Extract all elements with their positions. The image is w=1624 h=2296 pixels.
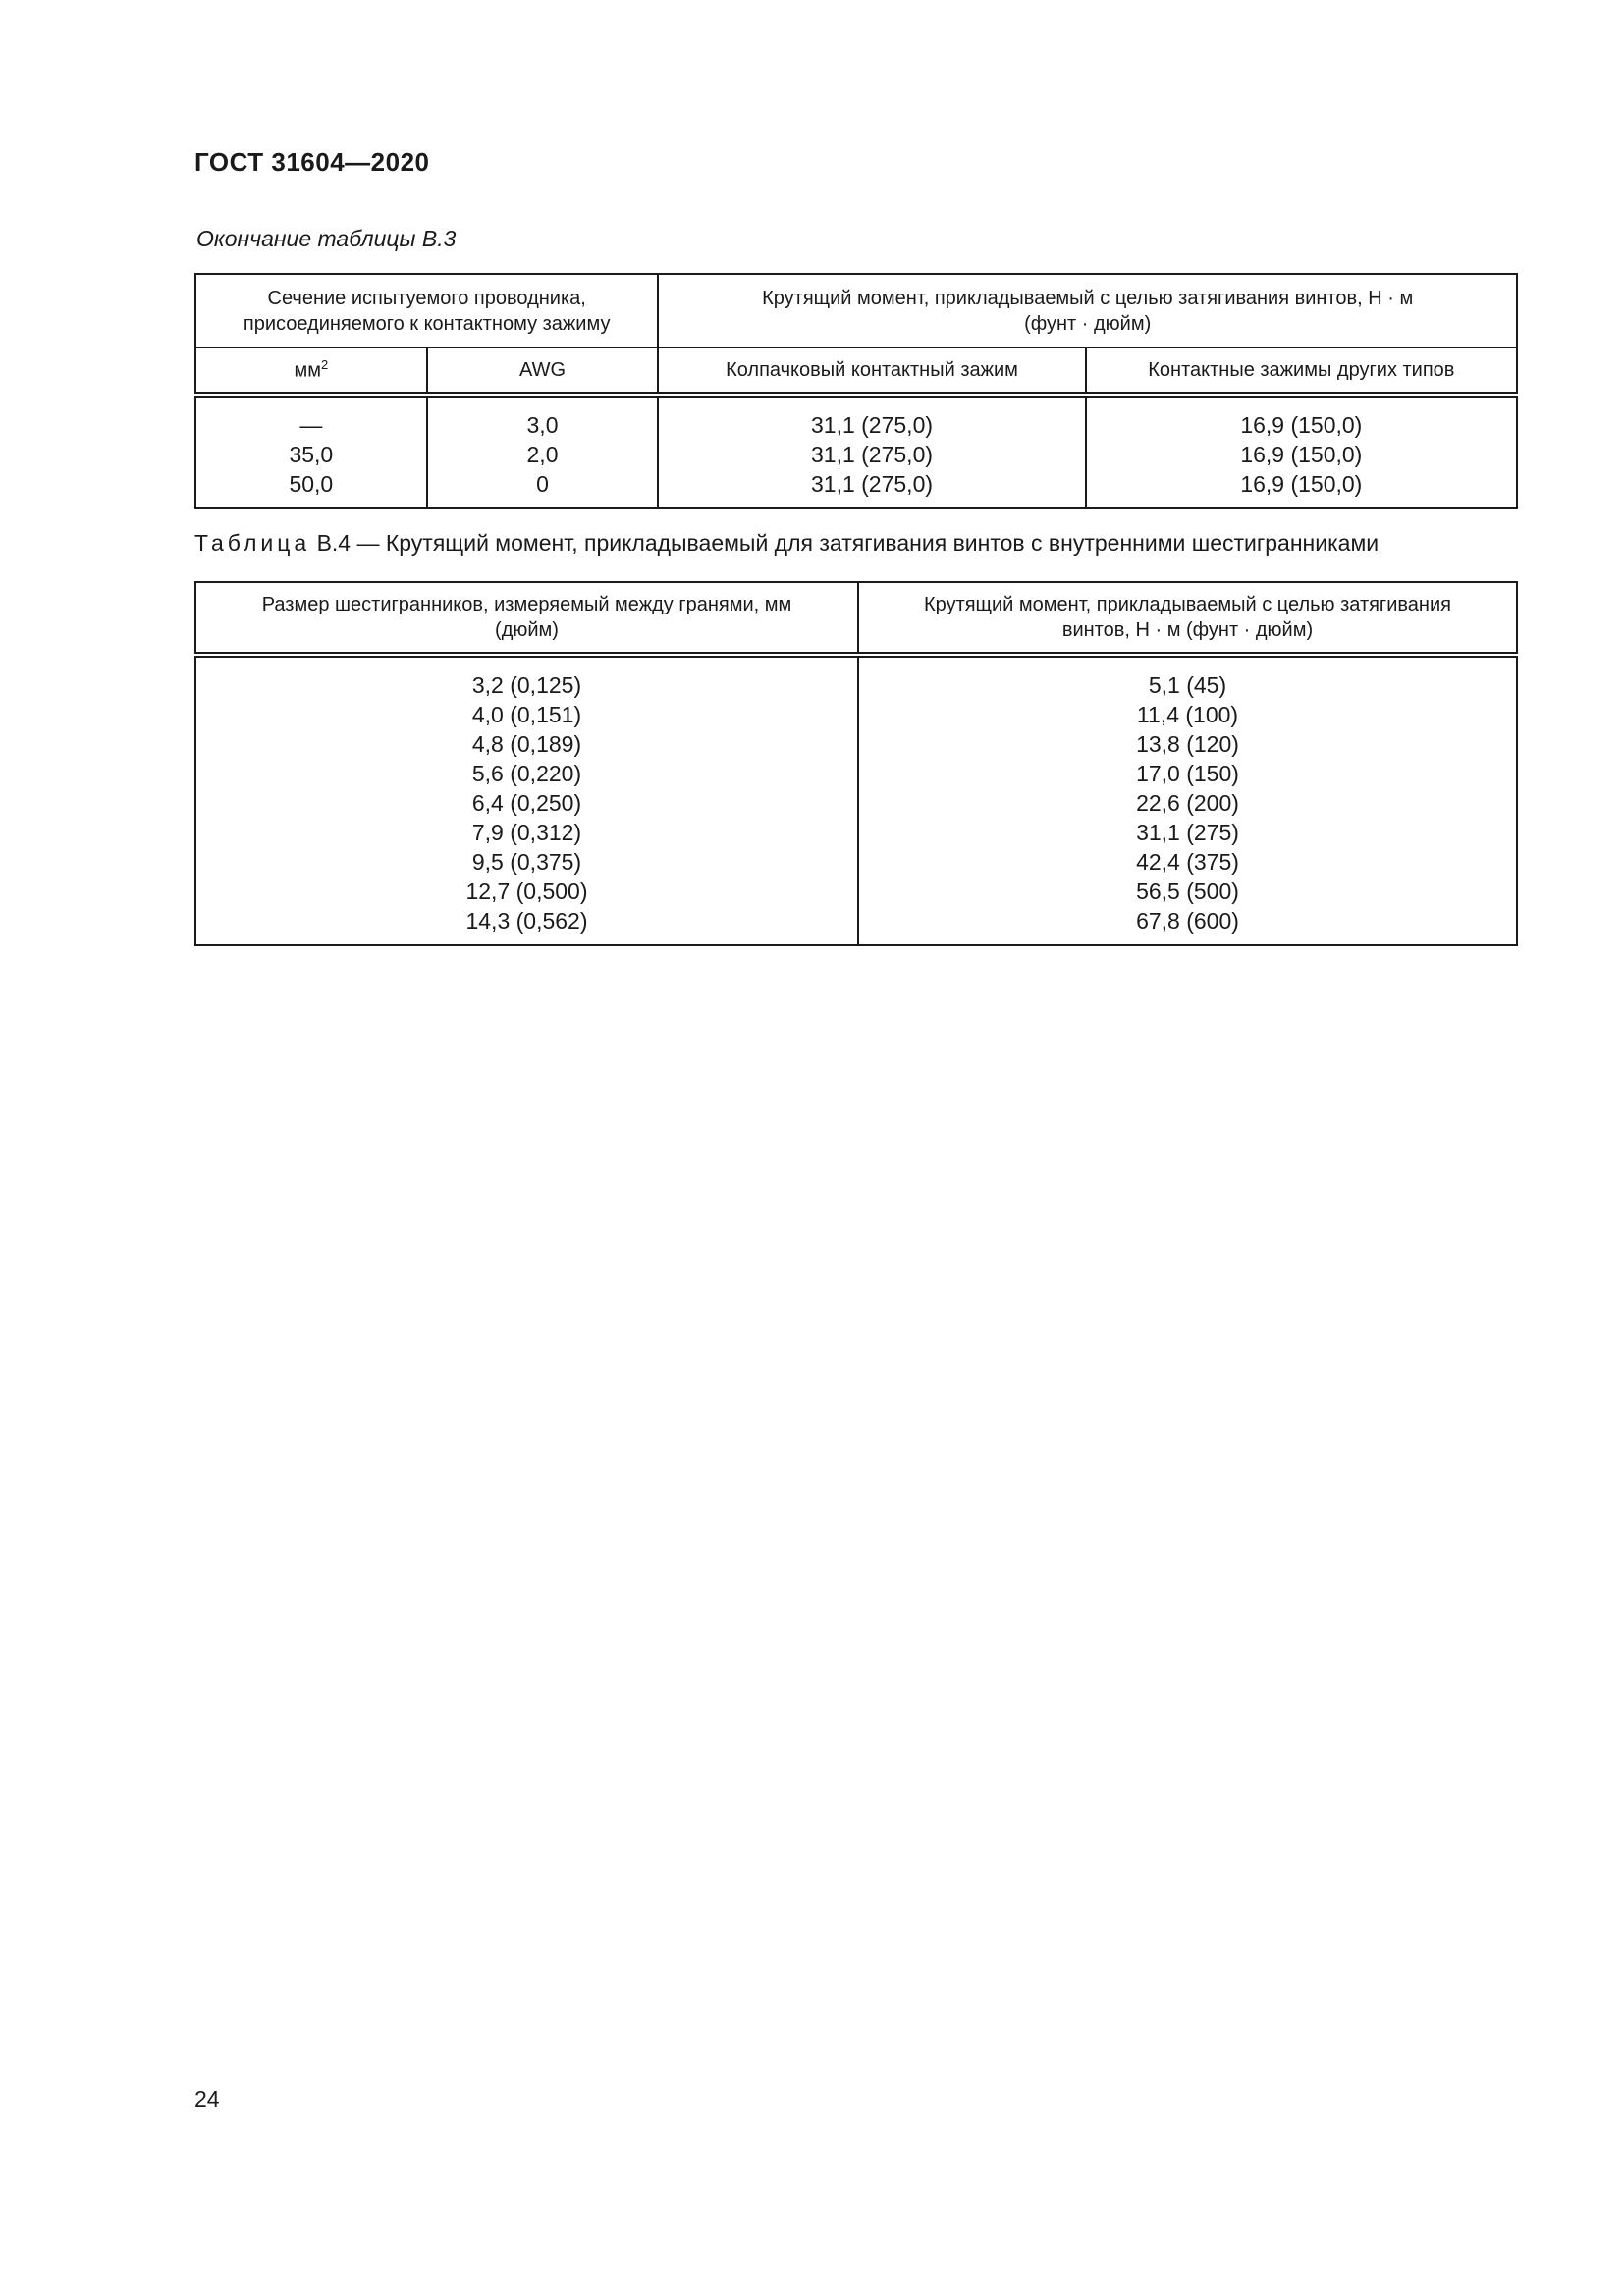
page-number: 24: [194, 2086, 220, 2111]
b3-cell-mm2: 35,0: [289, 442, 334, 467]
b4-cell-size: 6,4 (0,250): [471, 790, 582, 816]
b4-col-size-values: [195, 655, 858, 945]
table-b4: [194, 581, 1518, 946]
table-b3-caption: Окончание таблицы В.3: [196, 226, 457, 251]
b4-cell-size: 4,8 (0,189): [471, 731, 582, 757]
b3-section-header: Сечение испытуемого проводника, присоединяемого к контактному зажиму: [195, 274, 658, 347]
b3-torque-header: Крутящий момент, прикладываемый с целью затягивания винтов, Н · м (фунт · дюйм): [658, 274, 1517, 347]
b4-cell-torque: 67,8 (600): [1136, 908, 1239, 934]
b4-torque-header: Крутящий момент, прикладываемый с целью затягивания винтов, Н · м (фунт · дюйм): [858, 582, 1517, 655]
b3-cell-other: 16,9 (150,0): [1240, 442, 1363, 467]
b3-col-other-values: [1086, 395, 1517, 508]
b4-cell-torque: 56,5 (500): [1136, 879, 1239, 904]
b3-cell-cap: 31,1 (275,0): [810, 442, 934, 467]
b4-cell-torque: 11,4 (100): [1136, 702, 1239, 727]
b4-cell-size: 12,7 (0,500): [465, 879, 588, 904]
b3-sub-cap-clamp: Колпачковый контактный зажим: [658, 347, 1085, 395]
b3-cell-awg: 2,0: [526, 442, 559, 467]
b4-cell-size: 4,0 (0,151): [471, 702, 582, 727]
b4-cell-size: 7,9 (0,312): [471, 820, 582, 845]
b4-cell-torque: 22,6 (200): [1136, 790, 1239, 816]
b4-size-header: Размер шестигранников, измеряемый между гранями, мм (дюйм): [195, 582, 858, 655]
table-b3: [194, 273, 1518, 509]
b4-cell-torque: 17,0 (150): [1136, 761, 1239, 786]
b3-cell-mm2: 50,0: [289, 471, 334, 497]
b3-cell-mm2: —: [299, 412, 323, 438]
b3-cell-other: 16,9 (150,0): [1240, 412, 1363, 438]
b4-cell-torque: 13,8 (120): [1136, 731, 1239, 757]
b4-cell-torque: 42,4 (375): [1136, 849, 1239, 875]
b3-sub-mm2: $мм^2$: [195, 347, 427, 395]
b3-col-awg-values: [427, 395, 659, 508]
b4-cell-size: 3,2 (0,125): [471, 672, 582, 698]
b3-cell-awg: 3,0: [526, 412, 559, 438]
b4-cell-size: 14,3 (0,562): [465, 908, 588, 934]
b4-col-torque-values: [858, 655, 1517, 945]
b3-cell-awg: 0: [536, 471, 549, 497]
b3-cell-cap: 31,1 (275,0): [810, 471, 934, 497]
b3-col-mm2-values: [195, 395, 427, 508]
b4-cell-torque: 31,1 (275): [1136, 820, 1239, 845]
b3-cell-cap: 31,1 (275,0): [810, 412, 934, 438]
document-id: ГОСТ 31604—2020: [194, 147, 430, 177]
table-b4-caption: Таблица В.4 — Крутящий момент, прикладываемый для затягивания винтов с внутренними шестигранниками: [194, 530, 1380, 556]
b3-col-cap-values: [658, 395, 1085, 508]
b3-sub-awg: AWG: [427, 347, 659, 395]
b3-cell-other: 16,9 (150,0): [1240, 471, 1363, 497]
b4-cell-size: 9,5 (0,375): [471, 849, 582, 875]
b4-cell-torque: 5,1 (45): [1148, 672, 1227, 698]
b4-cell-size: 5,6 (0,220): [471, 761, 582, 786]
b3-sub-other-clamps: Контактные зажимы других типов: [1086, 347, 1517, 395]
